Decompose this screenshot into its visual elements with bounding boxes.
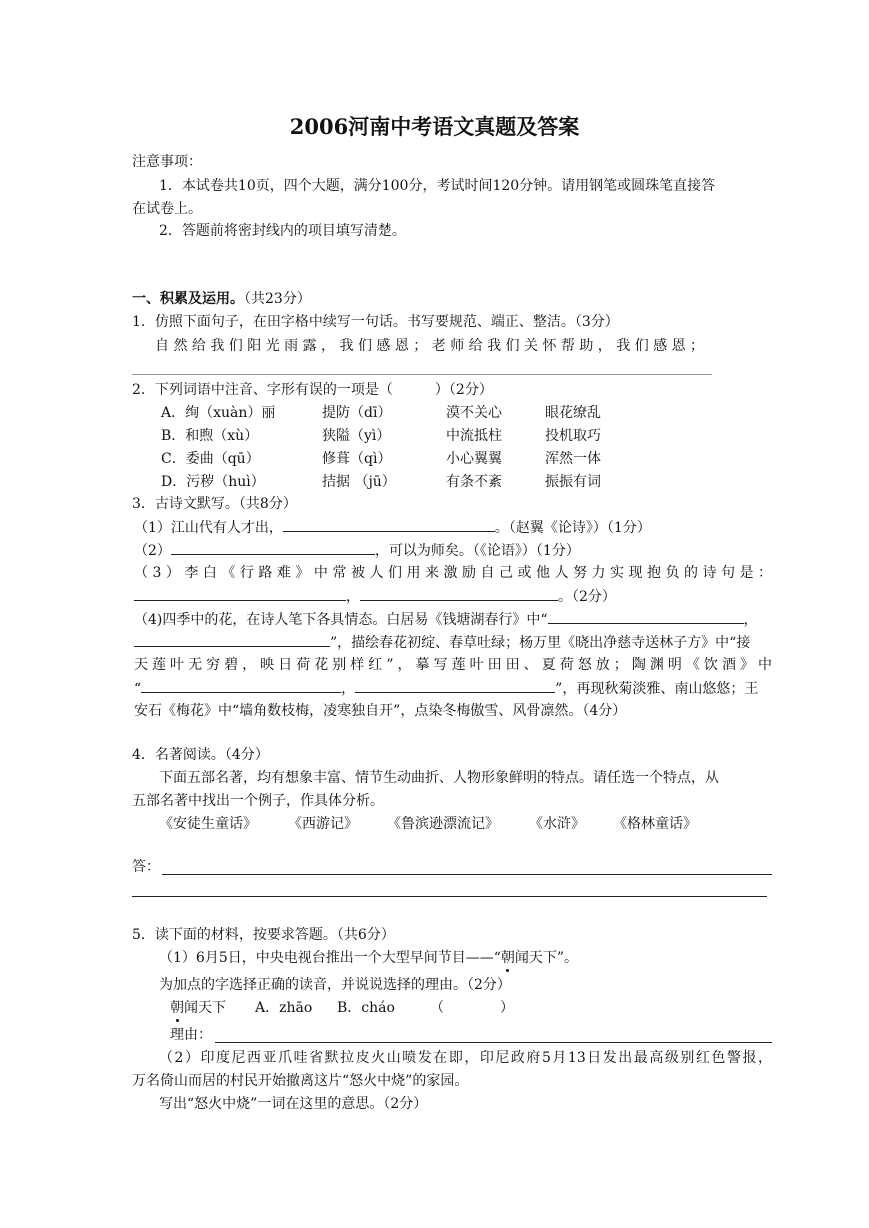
q2-option-d: D．污秽（huì）	[161, 474, 265, 490]
q2-option-a-3: 漠不关心	[446, 405, 502, 421]
q2-option-b-4: 投机取巧	[545, 428, 601, 444]
q4-book-2: 《西游记》	[288, 816, 358, 832]
q2-option-c-3: 小心翼翼	[446, 451, 502, 467]
q4-body-1: 下面五部名著，均有想象丰富、情节生动曲折、人物形象鲜明的特点。请任选一个特点，从	[159, 770, 719, 786]
q5-part-1-task: 为加点的字选择正确的读音，并说说选择的理由。（2分）	[159, 977, 511, 993]
q2-option-b-3: 中流抵柱	[446, 428, 502, 444]
q2-option-c-2: 修葺（qì）	[322, 451, 392, 467]
q4-answer-label: 答：	[132, 859, 160, 875]
q2-option-b: B．和煦（xù）	[161, 428, 259, 444]
page-title: 2006河南中考语文真题及答案	[289, 114, 580, 139]
answer-blank[interactable]	[360, 586, 558, 601]
q5-stem: 5．读下面的材料，按要求答题。（共6分）	[132, 927, 395, 943]
q5-answer-paren[interactable]: （ ）	[430, 1000, 514, 1016]
q1-stem: 1．仿照下面句子，在田字格中续写一句话。书写要规范、端正、整洁。（3分）	[132, 314, 619, 330]
q3-sub-4-line5: 安石《梅花》中“墙角数枝梅，凌寒独自开”，点染冬梅傲雪、风骨凛然。（4分）	[134, 703, 627, 719]
q3-sub-4-line2: ”，描绘春花初绽、春草吐绿；杨万里《晓出净慈寺送林子方》中“接	[134, 632, 750, 653]
q2-stem: 2．下列词语中注音、字形有误的一项是（ ）（2分）	[132, 382, 493, 398]
q5-part-2-line1: （2）印度尼西亚爪哇省默拉皮火山喷发在即，印尼政府5月13日发出最高级别红色警报，	[159, 1050, 772, 1066]
q3-sub-1: （1）江山代有人才出， 。（赵翼《论诗》）（1分）	[134, 517, 651, 538]
section-title: 一、积累及运用。	[132, 291, 244, 307]
q2-option-a-2: 提防（dī）	[322, 405, 392, 421]
q3-sub-2: （2） ，可以为师矣。（《论语》）（1分）	[134, 540, 580, 561]
q2-option-d-3: 有条不紊	[446, 474, 502, 490]
answer-blank[interactable]	[141, 678, 341, 693]
q2-option-a-4: 眼花缭乱	[545, 405, 601, 421]
answer-blank[interactable]	[134, 586, 346, 601]
q2-option-d-4: 振振有词	[545, 474, 601, 490]
q4-body-2: 五部名著中找出一个例子，作具体分析。	[132, 793, 384, 809]
q2-option-b-2: 狭隘（yì）	[322, 428, 391, 444]
q5-reason-label: 理由：	[170, 1027, 212, 1043]
answer-blank[interactable]	[355, 678, 555, 693]
q2-option-c: C．委曲（qū）	[161, 451, 260, 467]
answer-blank[interactable]	[171, 540, 375, 555]
q5-option-a: A．zhāo	[255, 1000, 313, 1016]
q5-part-1: （1）6月5日，中央电视台推出一个大型早间节目——“朝闻天下”。	[159, 950, 579, 966]
q3-sub-4-line3: 天莲叶无穷碧，映日荷花别样红”，摹写莲叶田田、夏荷怒放；陶渊明《饮酒》中	[134, 657, 772, 673]
q3-sub-3: （3）李白《行路难》中常被人们用来激励自己或他人努力实现抱负的诗句是：	[134, 565, 772, 581]
notice-item-2: 2．答题前将密封线内的项目填写清楚。	[159, 223, 406, 239]
q4-stem: 4．名著阅读。（4分）	[132, 747, 269, 763]
q4-answer-line-2[interactable]	[132, 896, 767, 897]
q1-divider	[132, 374, 712, 375]
section-score: （共23分）	[244, 291, 311, 307]
q5-part-2-task: 写出“怒火中烧”一词在这里的意思。（2分）	[159, 1096, 428, 1112]
q3-sub-3-answer: ， 。（2分）	[134, 586, 616, 607]
q5-reason-line[interactable]	[215, 1042, 772, 1043]
emphasis-char: 朝	[170, 1000, 184, 1016]
q3-sub-4-line4: “ ， ”，再现秋菊淡雅、南山悠悠；王	[134, 678, 758, 699]
q4-book-1: 《安徒生童话》	[159, 816, 257, 832]
q3-stem: 3．古诗文默写。（共8分）	[132, 496, 297, 512]
q1-example: 自 然 给 我 们 阳 光 雨 露 ， 我 们 感 恩 ； 老 师 给 我 们 关 怀 帮 助 ， 我 们 感 恩 ；	[155, 338, 705, 354]
notice-item-1: 1．本试卷共10页，四个大题，满分100分，考试时间120分钟。请用钢笔或圆珠笔直接答	[159, 178, 716, 194]
q2-option-d-2: 拮据 （jū）	[322, 474, 396, 490]
q4-answer-line-1[interactable]	[162, 874, 772, 875]
q3-sub-4-line1: （4)四季中的花，在诗人笔下各具情态。白居易《钱塘湖春行》中“ ，	[134, 609, 758, 630]
section-heading	[132, 289, 311, 309]
answer-blank[interactable]	[134, 632, 330, 647]
q5-word: 朝闻天下	[170, 1000, 226, 1016]
q5-option-b: B．cháo	[337, 1000, 395, 1016]
q2-option-c-4: 浑然一体	[545, 451, 601, 467]
notice-item-1-cont: 在试卷上。	[132, 201, 202, 217]
q2-option-a: A．绚（xuàn）丽	[161, 405, 276, 421]
q4-book-4: 《水浒》	[529, 816, 585, 832]
answer-blank[interactable]	[548, 609, 744, 624]
answer-blank[interactable]	[283, 517, 495, 532]
q4-book-5: 《格林童话》	[613, 816, 697, 832]
emphasis-char: 朝	[500, 950, 515, 966]
q5-part-2-line2: 万名倚山而居的村民开始撤离这片“怒火中烧”的家园。	[132, 1073, 469, 1089]
notice-heading: 注意事项：	[132, 154, 202, 170]
q4-book-3: 《鲁滨逊漂流记》	[387, 816, 499, 832]
